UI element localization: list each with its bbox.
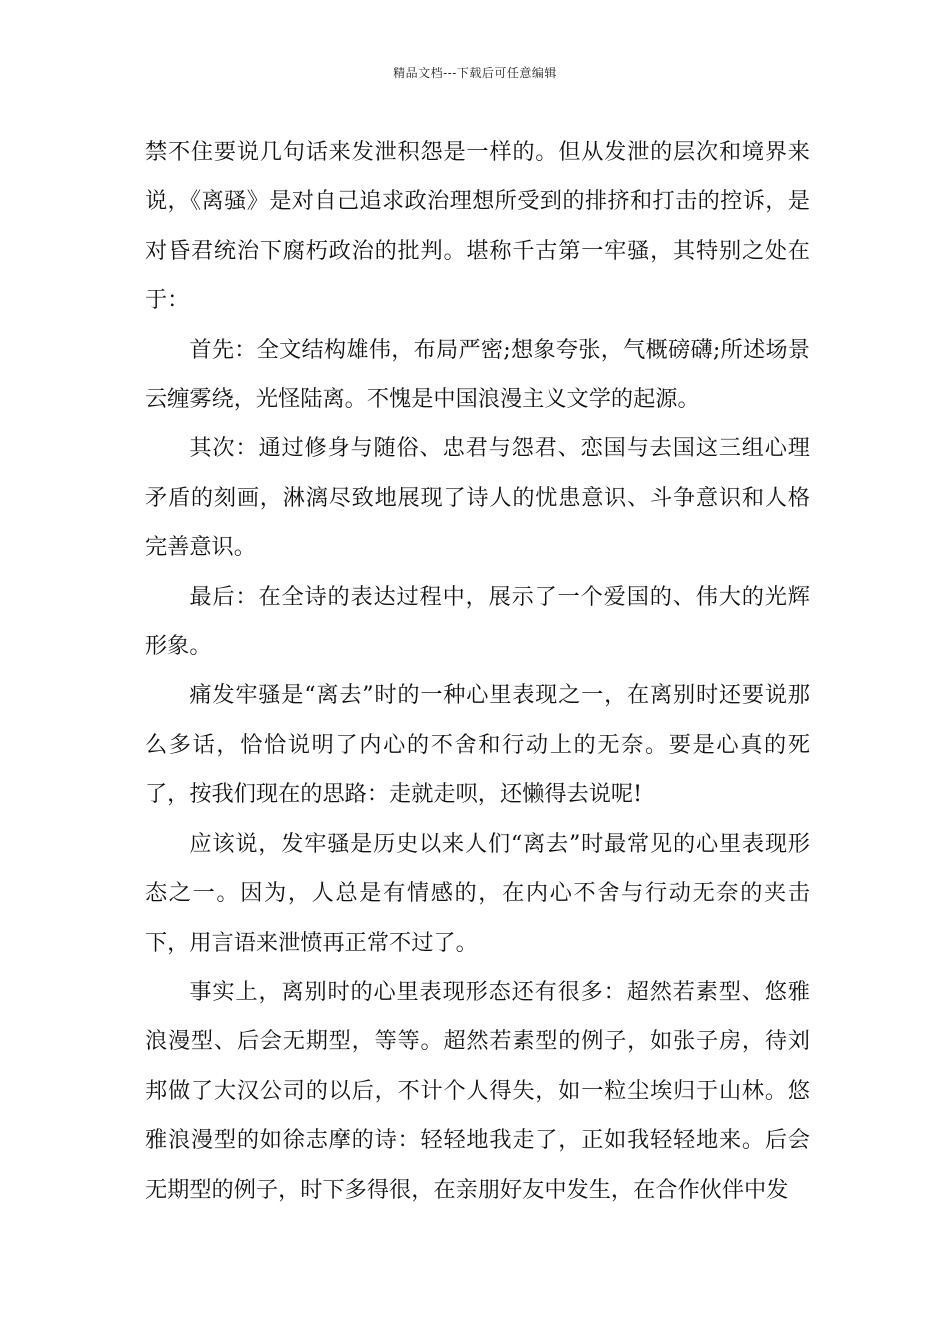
paragraph-6: 应该说，发牢骚是历史以来人们“离去”时最常见的心里表现形态之一。因为，人总是有情感的，在内心不舍与行动无奈的夹击下，用言语来泄愤再正常不过了。 bbox=[145, 830, 810, 956]
paragraph-1: 禁不住要说几句话来发泄积怨是一样的。但从发泄的层次和境界来说，《离骚》是对自己追求政治理想所受到的排挤和打击的控诉，是对昏君统治下腐朽政治的批判。堪称千古第一牢骚，其特别之处在于： bbox=[145, 139, 810, 314]
paragraph-5: 痛发牢骚是“离去”时的一种心里表现之一，在离别时还要说那么多话，恰恰说明了内心的不舍和行动上的无奈。要是心真的死了，按我们现在的思路：走就走呗，还懒得去说呢! bbox=[145, 682, 810, 808]
paragraph-7: 事实上，离别时的心里表现形态还有很多：超然若素型、悠雅浪漫型、后会无期型，等等。超然若素型的例子，如张子房，待刘邦做了大汉公司的以后，不计个人得失，如一粒尘埃归于山林。悠雅浪漫型的如徐志摩的诗：轻轻地我走了，正如我轻轻地来。后会无期型的例子，时下多得很，在亲朋好友中发生，在合作伙伴中发 bbox=[145, 978, 810, 1203]
page-header: 精品文档---下载后可任意编辑 bbox=[393, 66, 557, 80]
document-body bbox=[145, 128, 810, 1215]
paragraph-4: 最后：在全诗的表达过程中，展示了一个爱国的、伟大的光辉形象。 bbox=[145, 583, 810, 660]
paragraph-2: 首先：全文结构雄伟，布局严密;想象夸张，气概磅礴;所述场景云缠雾绕，光怪陆离。不愧是中国浪漫主义文学的起源。 bbox=[145, 336, 810, 413]
paragraph-3: 其次：通过修身与随俗、忠君与怨君、恋国与去国这三组心理矛盾的刻画，淋漓尽致地展现了诗人的忧患意识、斗争意识和人格完善意识。 bbox=[145, 435, 810, 561]
